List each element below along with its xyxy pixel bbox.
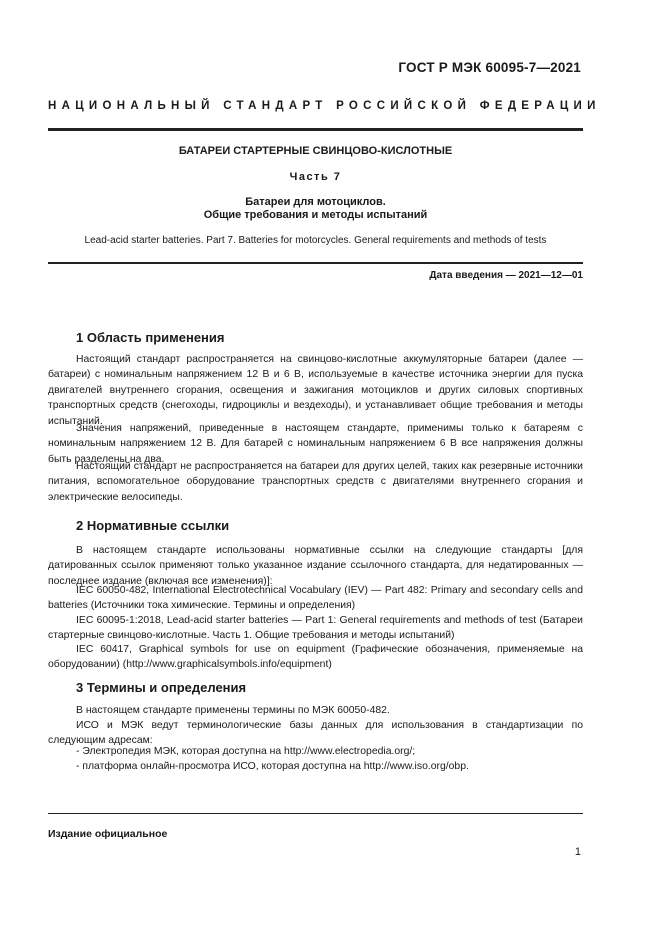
section-1-heading: 1 Область применения bbox=[76, 330, 225, 345]
subtitle-line-2: Общие требования и методы испытаний bbox=[203, 209, 428, 221]
list-item: - платформа онлайн-просмотра ИСО, которая доступна на http://www.iso.org/obp. bbox=[76, 761, 469, 772]
english-title: Lead-acid starter batteries. Part 7. Batteries for motorcycles. General requirements and methods of tests bbox=[84, 235, 547, 246]
section-1-paragraph-3: Настоящий стандарт не распространяется на батареи для других целей, таких как резервные источники питания, вспомогательное оборудование транспортных средств с двигателями внутреннего сгорания и электрические велосипеды. bbox=[48, 461, 583, 503]
section-3-paragraph-2: ИСО и МЭК ведут терминологические базы данных для использования в стандартизации по следующим адресам: bbox=[48, 720, 583, 747]
section-2-heading: 2 Нормативные ссылки bbox=[76, 518, 230, 533]
official-edition-label: Издание официальное bbox=[48, 828, 168, 840]
section-1-paragraph-1: Настоящий стандарт распространяется на свинцово-кислотные аккумуляторные батареи (далее — батареи) с номинальным напряжением 12 В и 6 В, используемые в качестве источника энергии для пуска двигателей внутреннего сгорания, освещения и зажигания мотоциклов и других силовых спортивных транспортных средств (снегоходы, гидроциклы и вездеходы), и устанавливает общие требования и методы испытаний. bbox=[48, 354, 583, 427]
document-title: БАТАРЕИ СТАРТЕРНЫЕ СВИНЦОВО-КИСЛОТНЫЕ bbox=[178, 145, 453, 157]
section-2-reference-2: IEC 60095-1:2018, Lead-acid starter batteries — Part 1: General requirements and methods of test (Батареи стартерные свинцово-кислотные. Часть 1. Общие требования и методы испытаний) bbox=[48, 615, 583, 642]
national-standard-banner: НАЦИОНАЛЬНЫЙ СТАНДАРТ РОССИЙСКОЙ ФЕДЕРАЦИИ bbox=[48, 100, 601, 112]
subtitle-line-1: Батареи для мотоциклов. bbox=[245, 196, 386, 208]
standard-id: ГОСТ Р МЭК 60095-7—2021 bbox=[398, 60, 581, 75]
section-3-heading: 3 Термины и определения bbox=[76, 680, 247, 695]
list-item: - Электропедия МЭК, которая доступна на http://www.electropedia.org/; bbox=[76, 746, 416, 757]
footer-divider bbox=[48, 813, 583, 814]
section-3-paragraph-1: В настоящем стандарте применены термины по МЭК 60050-482. bbox=[76, 705, 390, 716]
introduction-date: Дата введения — 2021—12—01 bbox=[429, 270, 583, 281]
title-divider bbox=[48, 262, 583, 264]
section-1-paragraph-2: Значения напряжений, приведенные в настоящем стандарте, применимы только к батареям с номинальным напряжением 12 В. Для батарей с номинальным напряжением 6 В все напряжения должны быть разделены на два. bbox=[48, 423, 583, 465]
section-2-paragraph-1: В настоящем стандарте использованы нормативные ссылки на следующие стандарты [для датированных ссылок применяют только указанное издание ссылочного стандарта, для недатированных — последнее издание (включая все изменения)]: bbox=[48, 545, 583, 587]
section-2-reference-1: IEC 60050-482, International Electrotechnical Vocabulary (IEV) — Part 482: Primary and secondary cells and batteries (Источники тока химические. Термины и определения) bbox=[48, 585, 583, 612]
page-number: 1 bbox=[574, 846, 581, 858]
section-2-reference-3: IEC 60417, Graphical symbols for use on equipment (Графические обозначения, применяемые на оборудовании) (http://www.graphicalsymbols.info/equipment) bbox=[48, 644, 583, 671]
document-subtitle bbox=[48, 196, 583, 222]
header-divider bbox=[48, 128, 583, 131]
document-part: Часть 7 bbox=[289, 171, 342, 183]
